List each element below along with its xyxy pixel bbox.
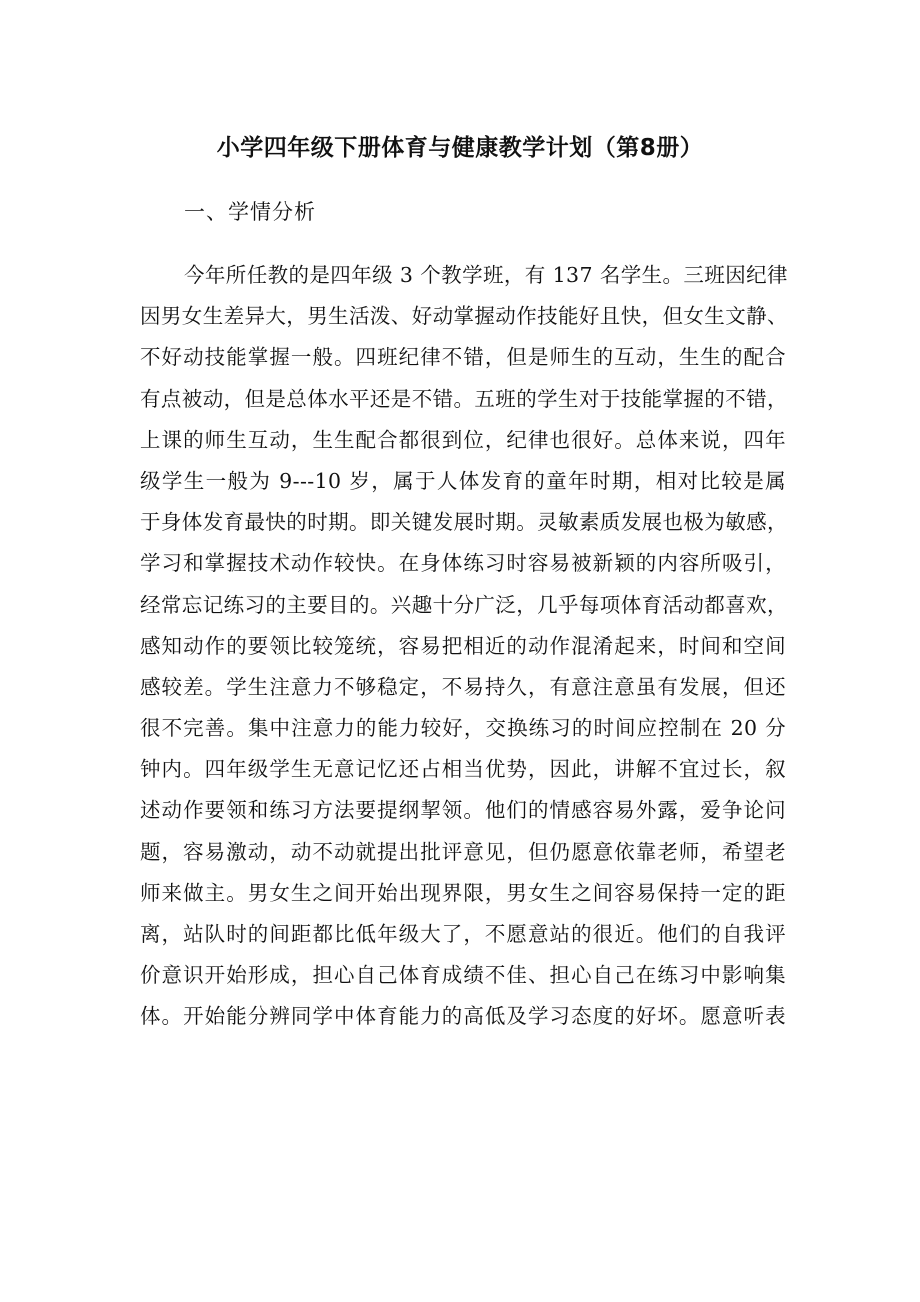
paragraph-line: 价意识开始形成，担心自己体育成绩不佳、担心自己在练习中影响集 (140, 963, 786, 988)
paragraph-line: 体。开始能分辨同学中体育能力的高低及学习态度的好坏。愿意听表 (140, 1004, 786, 1029)
paragraph (140, 255, 786, 1038)
paragraph-line: 钟内。四年级学生无意记忆还占相当优势，因此，讲解不宜过长，叙 (140, 757, 786, 782)
section-heading: 一、学情分析 (184, 200, 316, 224)
paragraph-line: 离，站队时的间距都比低年级大了，不愿意站的很近。他们的自我评 (140, 922, 786, 946)
paragraph-line: 师来做主。男女生之间开始出现界限，男女生之间容易保持一定的距 (140, 880, 786, 905)
paragraph-line: 感知动作的要领比较笼统，容易把相近的动作混淆起来，时间和空间 (140, 633, 786, 658)
paragraph-line: 有点被动，但是总体水平还是不错。五班的学生对于技能掌握的不错， (140, 386, 788, 411)
paragraph-line: 不好动技能掌握一般。四班纪律不错，但是师生的互动，生生的配合 (140, 345, 786, 370)
paragraph-line: 于身体发育最快的时期。即关键发展时期。灵敏素质发展也极为敏感， (140, 510, 788, 535)
document-title: 小学四年级下册体育与健康教学计划（第8册） (216, 135, 704, 161)
paragraph-line: 今年所任教的是四年级 3 个教学班，有 137 名学生。三班因纪律 (184, 263, 788, 287)
paragraph-line: 上课的师生互动，生生配合都很到位，纪律也很好。总体来说，四年 (140, 427, 786, 452)
paragraph-line: 经常忘记练习的主要目的。兴趣十分广泛，几乎每项体育活动都喜欢， (140, 592, 788, 617)
paragraph-line: 述动作要领和练习方法要提纲挈领。他们的情感容易外露，爱争论问 (140, 798, 786, 823)
paragraph-line: 级学生一般为 9---10 岁，属于人体发育的童年时期，相对比较是属 (140, 468, 786, 493)
paragraph-line: 题，容易激动，动不动就提出批评意见，但仍愿意依靠老师，希望老 (140, 839, 786, 864)
paragraph-line: 因男女生差异大，男生活泼、好动掌握动作技能好且快，但女生文静、 (140, 304, 788, 329)
paragraph-line: 很不完善。集中注意力的能力较好，交换练习的时间应控制在 20 分 (140, 716, 786, 741)
paragraph-line: 感较差。学生注意力不够稳定，不易持久，有意注意虽有发展，但还 (140, 674, 786, 699)
paragraph-line: 学习和掌握技术动作较快。在身体练习时容易被新颖的内容所吸引， (140, 551, 786, 576)
